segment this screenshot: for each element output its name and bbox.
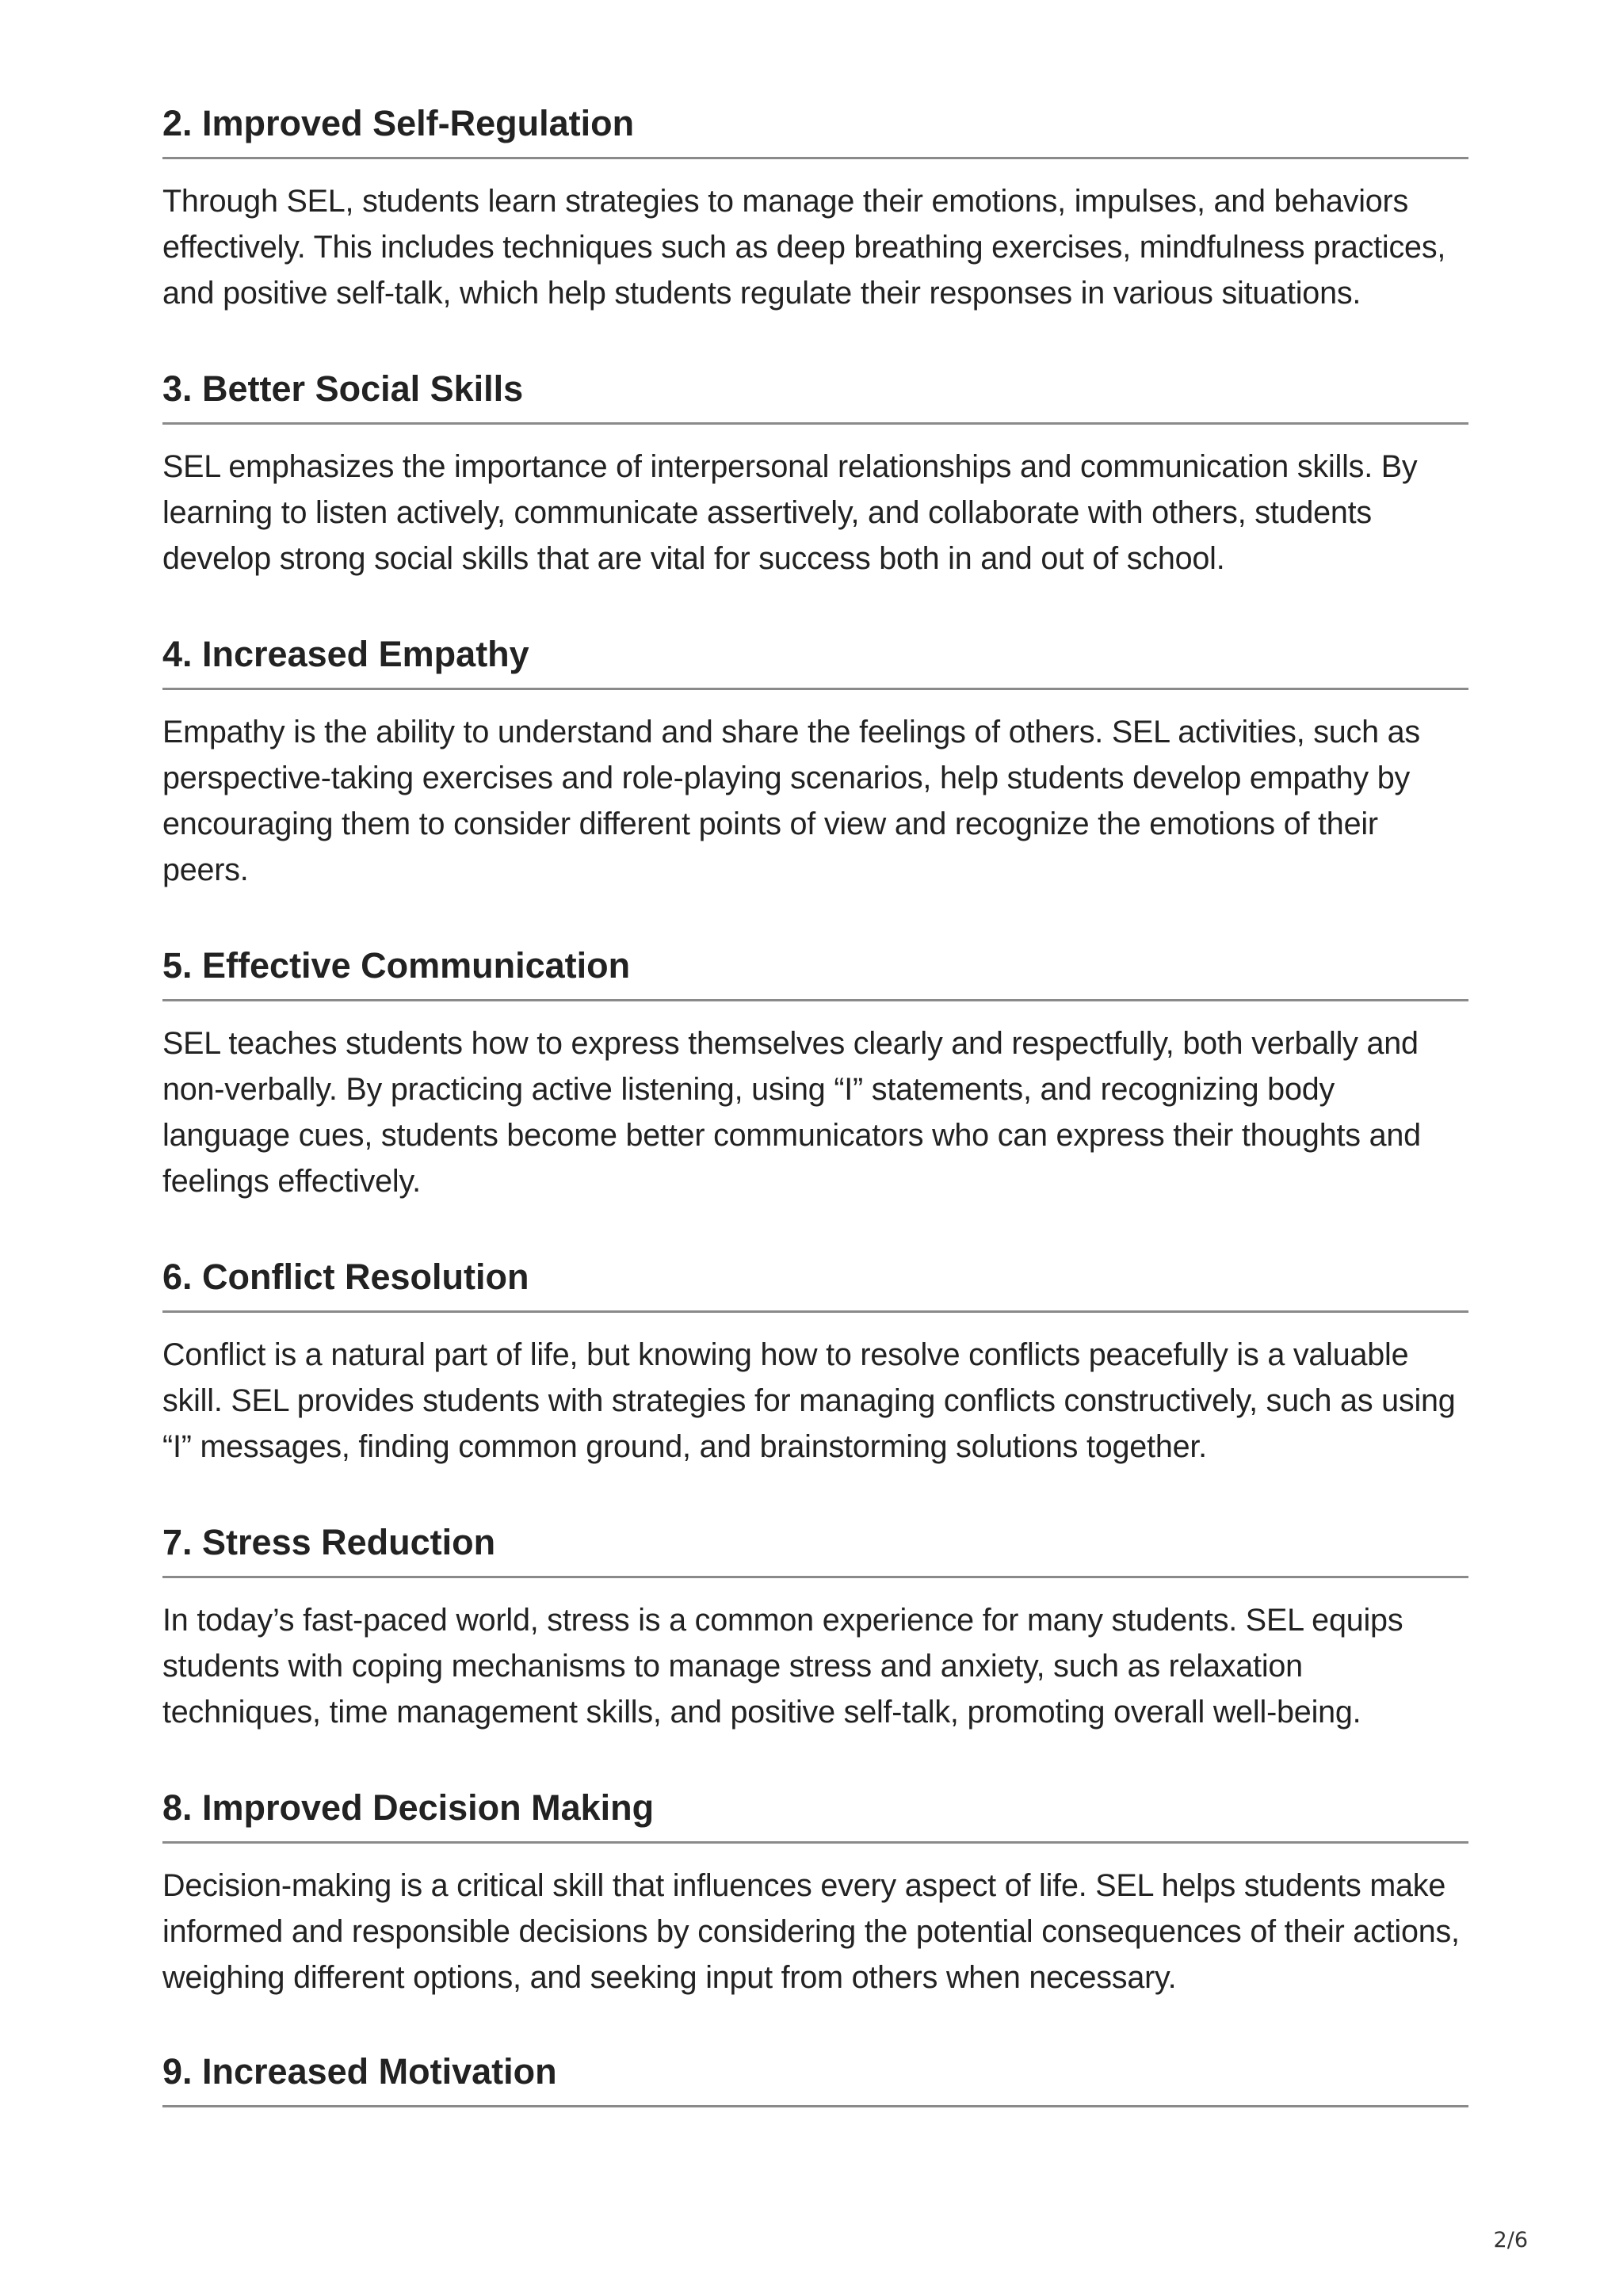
section-social-skills: [162, 367, 1468, 582]
page-number: 2/6: [1493, 2228, 1528, 2252]
section-empathy: [162, 632, 1468, 893]
section-body: Conflict is a natural part of life, but knowing how to resolve conflicts peacefully is a valuable skill. SEL provides students with strategies for managing conflicts constructively, such as using “I” messages, finding common ground, and brainstorming solutions together.: [162, 1337, 1456, 1464]
section-heading: 6. Conflict Resolution: [162, 1255, 1468, 1313]
section-body: Empathy is the ability to understand and share the feelings of others. SEL activities, such as perspective-taking exercises and role-playing scenarios, help students develop empathy by encouraging them to consider different points of view and recognize the emotions of their peers.: [162, 715, 1420, 887]
section-conflict-resolution: [162, 1255, 1468, 1470]
section-motivation: [162, 2050, 1468, 2107]
section-heading: 5. Effective Communication: [162, 944, 1468, 1001]
document-page: [162, 101, 1468, 2107]
section-stress-reduction: [162, 1520, 1468, 1735]
section-body: Through SEL, students learn strategies to manage their emotions, impulses, and behaviors effectively. This includes techniques such as deep breathing exercises, mindfulness practices, and positive self-talk, which help students regulate their responses in various situations.: [162, 184, 1446, 311]
section-body: SEL teaches students how to express themselves clearly and respectfully, both verbally and non-verbally. By practicing active listening, using “I” statements, and recognizing body language cues, students become better communicators who can express their thoughts and feelings effectively.: [162, 1026, 1421, 1199]
section-heading: 9. Increased Motivation: [162, 2050, 1468, 2107]
section-heading: 4. Increased Empathy: [162, 632, 1468, 690]
section-heading: 7. Stress Reduction: [162, 1520, 1468, 1578]
section-heading: 2. Improved Self-Regulation: [162, 101, 1468, 159]
section-self-regulation: [162, 101, 1468, 316]
section-heading: 8. Improved Decision Making: [162, 1786, 1468, 1844]
section-heading: 3. Better Social Skills: [162, 367, 1468, 425]
section-communication: [162, 944, 1468, 1204]
section-body: In today’s fast-paced world, stress is a common experience for many students. SEL equips students with coping mechanisms to manage stress and anxiety, such as relaxation techniques, time management skills, and positive self-talk, promoting overall well-being.: [162, 1603, 1403, 1730]
section-body: Decision-making is a critical skill that influences every aspect of life. SEL helps students make informed and responsible decisions by considering the potential consequences of their actions, weighing different options, and seeking input from others when necessary.: [162, 1868, 1460, 1995]
section-decision-making: [162, 1786, 1468, 2000]
section-body: SEL emphasizes the importance of interpersonal relationships and communication skills. By learning to listen actively, communicate assertively, and collaborate with others, students develop strong social skills that are vital for success both in and out of school.: [162, 449, 1418, 576]
